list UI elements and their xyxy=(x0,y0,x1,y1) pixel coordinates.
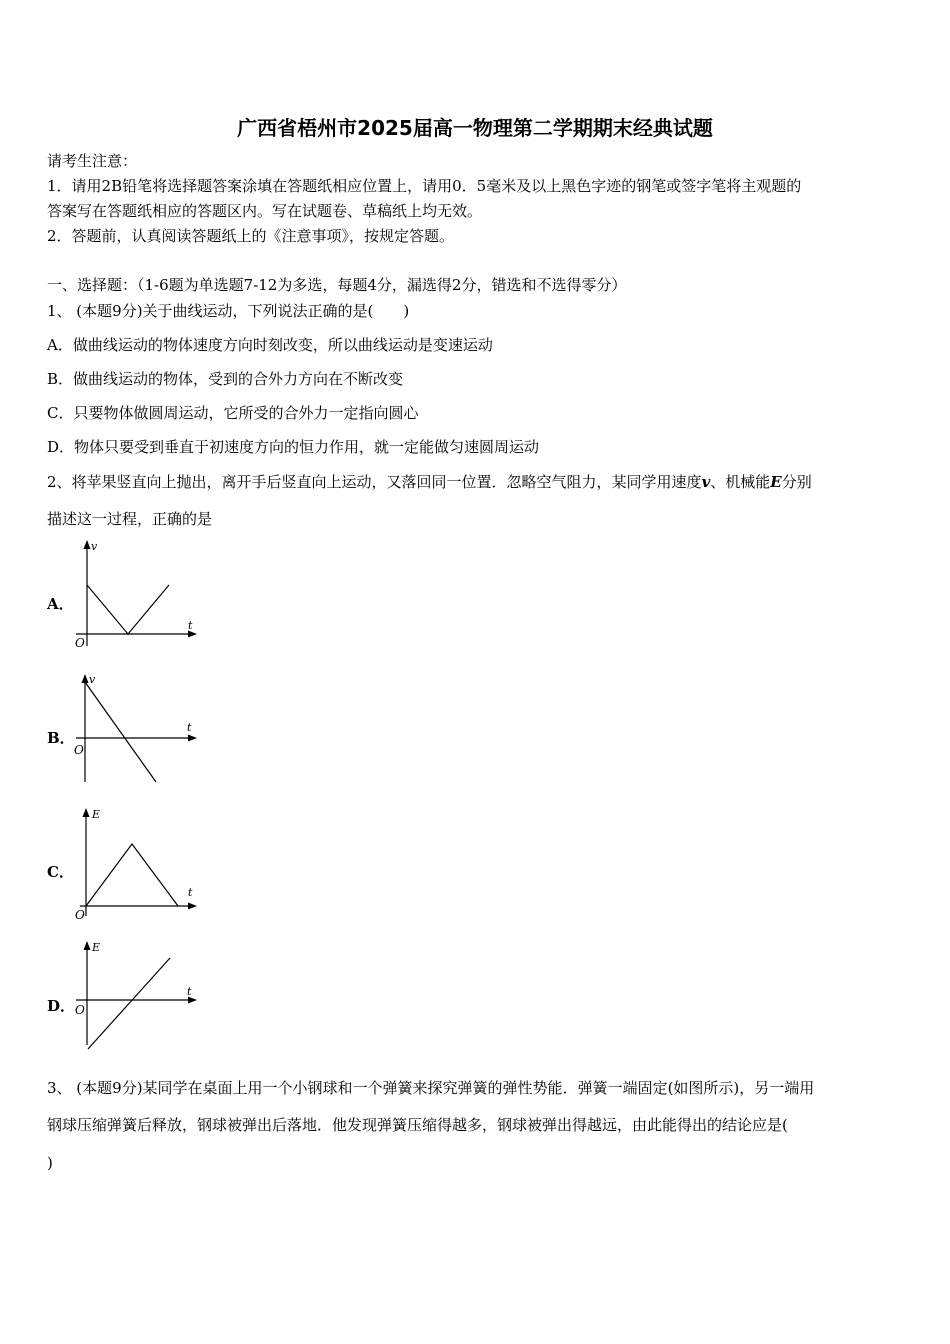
notice-item-2: 2．答题前，认真阅读答题纸上的《注意事项》，按规定答题。 xyxy=(47,227,455,245)
question-2-stem-line-2: 描述这一过程，正确的是 xyxy=(47,510,213,528)
graph-d-y-arrow xyxy=(84,941,91,950)
graph-d-origin: O xyxy=(75,1003,85,1017)
graph-d-curve xyxy=(88,958,170,1049)
graph-c xyxy=(70,804,200,920)
notice-item-1-line-2: 答案写在答题纸相应的答题区内。写在试题卷、草稿纸上均无效。 xyxy=(47,202,483,220)
variable-e: E xyxy=(770,473,782,491)
question-2-option-a-label: A． xyxy=(47,595,74,613)
question-3-line-2: 钢球压缩弹簧后释放，钢球被弹出后落地．他发现弹簧压缩得越多，钢球被弹出得越远，由此能得出的结论应是( xyxy=(47,1116,788,1134)
graph-c-curve xyxy=(86,844,178,906)
graph-a-x-label: t xyxy=(188,619,193,632)
question-2-stem-line-1 xyxy=(47,473,812,491)
question-2-stem-end: 分别 xyxy=(781,473,812,491)
graph-c-y-label: E xyxy=(92,808,101,821)
graph-b-x-label: t xyxy=(187,721,192,734)
question-2-option-b-label: B． xyxy=(47,729,75,747)
graph-b-origin: O xyxy=(74,743,84,757)
graph-a xyxy=(70,538,200,650)
graph-d-x-label: t xyxy=(187,985,192,998)
graph-c-y-arrow xyxy=(83,808,90,817)
graph-c-x-label: t xyxy=(188,886,193,899)
question-1-option-d: D．物体只要受到垂直于初速度方向的恒力作用，就一定能做匀速圆周运动 xyxy=(47,438,540,456)
graph-c-x-arrow xyxy=(188,903,197,910)
question-2-stem-text: 2、将苹果竖直向上抛出，离开手后竖直向上运动，又落回同一位置．忽略空气阻力，某同学用速度 xyxy=(47,473,702,491)
graph-b-x-arrow xyxy=(188,735,197,742)
graph-a-origin: O xyxy=(75,636,85,650)
notice-item-1-line-1: 1．请用2B铅笔将选择题答案涂填在答题纸相应位置上，请用0．5毫米及以上黑色字迹的钢笔或签字笔将主观题的 xyxy=(47,177,802,195)
graph-a-y-arrow xyxy=(84,540,91,549)
question-3-line-3: ) xyxy=(47,1154,53,1172)
question-2-option-c-label: C． xyxy=(47,863,74,881)
graph-a-curve xyxy=(87,585,169,634)
graph-a-y-label: v xyxy=(91,540,98,553)
graph-b-y-label: v xyxy=(89,673,96,686)
section-heading: 一、选择题：（1-6题为单选题7-12为多选，每题4分，漏选得2分，错选和不选得零分） xyxy=(47,276,627,294)
question-1-stem: 1、 (本题9分)关于曲线运动，下列说法正确的是( ) xyxy=(47,302,410,320)
graph-c-origin: O xyxy=(75,908,85,922)
question-1-option-c: C．只要物体做圆周运动，它所受的合外力一定指向圆心 xyxy=(47,404,419,422)
question-3-line-1: 3、 (本题9分)某同学在桌面上用一个小钢球和一个弹簧来探究弹簧的弹性势能．弹簧一端固定(如图所示)，另一端用 xyxy=(47,1079,815,1097)
notice-heading: 请考生注意： xyxy=(47,152,138,170)
graph-b xyxy=(70,672,200,784)
variable-v: v xyxy=(701,473,711,491)
graph-b-curve xyxy=(85,682,156,782)
question-2-stem-mid: 、机械能 xyxy=(710,473,771,491)
graph-d xyxy=(70,937,200,1053)
question-1-option-a: A．做曲线运动的物体速度方向时刻改变，所以曲线运动是变速运动 xyxy=(47,336,493,354)
question-1-option-b: B．做曲线运动的物体，受到的合外力方向在不断改变 xyxy=(47,370,404,388)
graph-b-y-arrow xyxy=(82,674,89,683)
graph-d-y-label: E xyxy=(92,941,101,954)
page-title: 广西省梧州市2025届高一物理第二学期期末经典试题 xyxy=(237,116,713,140)
question-2-option-d-label: D． xyxy=(47,997,76,1015)
